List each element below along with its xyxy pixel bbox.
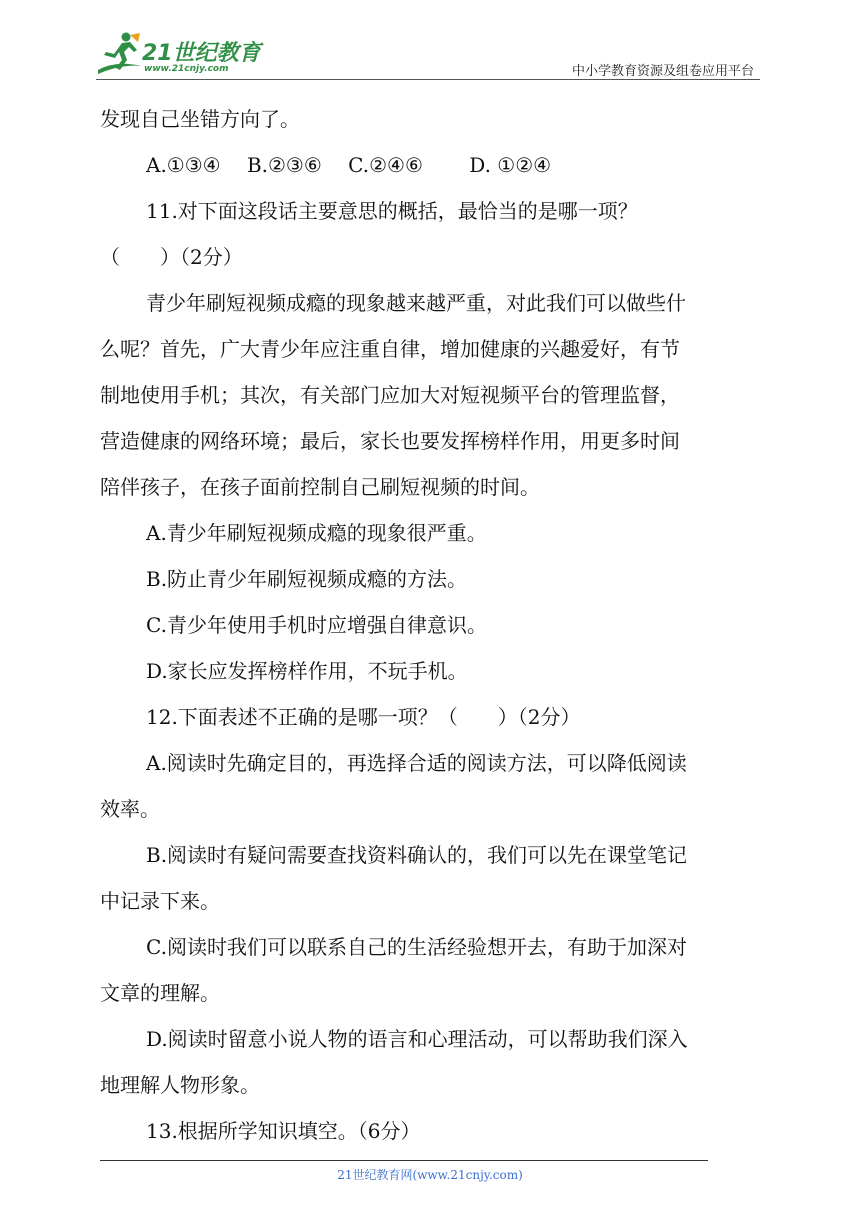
answer-options-q10: A.①③④ B.②③⑥ C.②④⑥ D. ①②④ [146,153,552,177]
brand-name: 21世纪教育 [142,41,261,66]
option-q12-d-cont: 地理解人物形象。 [100,1073,260,1097]
document-body [100,96,768,1154]
option-q12-c-cont: 文章的理解。 [100,981,220,1005]
passage-line: 么呢？首先，广大青少年应注重自律，增加健康的兴趣爱好，有节 [100,337,680,361]
site-logo[interactable] [96,30,266,80]
platform-tagline: 中小学教育资源及组卷应用平台 [571,64,754,79]
option-q11-c: C.青少年使用手机时应增强自律意识。 [146,613,487,637]
question-13: 13.根据所学知识填空。（6分） [146,1119,421,1143]
text-line: 发现自己坐错方向了。 [100,107,300,131]
option-q12-b-cont: 中记录下来。 [100,889,220,913]
option-q12-d: D.阅读时留意小说人物的语言和心理活动，可以帮助我们深入 [146,1027,688,1051]
passage-line: 制地使用手机；其次，有关部门应加大对短视频平台的管理监督， [100,383,680,407]
runner-logo-icon [96,30,144,78]
option-q12-c: C.阅读时我们可以联系自己的生活经验想开去，有助于加深对 [146,935,687,959]
passage-line: 营造健康的网络环境；最后，家长也要发挥榜样作用，用更多时间 [100,429,680,453]
question-12: 12.下面表述不正确的是哪一项？（ ）（2分） [146,705,581,729]
question-11-blank: （ ）（2分） [100,245,243,269]
passage-line: 青少年刷短视频成瘾的现象越来越严重，对此我们可以做些什 [146,291,686,315]
passage-line: 陪伴孩子，在孩子面前控制自己刷短视频的时间。 [100,475,540,499]
option-q11-a: A.青少年刷短视频成瘾的现象很严重。 [146,521,487,545]
option-q12-a-cont: 效率。 [100,797,160,821]
page-header [0,0,860,90]
footer-divider [100,1160,708,1161]
footer-link[interactable]: 21世纪教育网(www.21cnjy.com) [337,1168,523,1182]
option-q12-b: B.阅读时有疑问需要查找资料确认的，我们可以先在课堂笔记 [146,843,688,867]
option-q11-b: B.防止青少年刷短视频成瘾的方法。 [146,567,468,591]
brand-url: www.21cnjy.com [144,64,229,74]
header-divider [96,79,760,80]
option-q12-a: A.阅读时先确定目的，再选择合适的阅读方法，可以降低阅读 [146,751,687,775]
question-11: 11.对下面这段话主要意思的概括，最恰当的是哪一项？ [146,199,638,223]
option-q11-d: D.家长应发挥榜样作用，不玩手机。 [146,659,468,683]
